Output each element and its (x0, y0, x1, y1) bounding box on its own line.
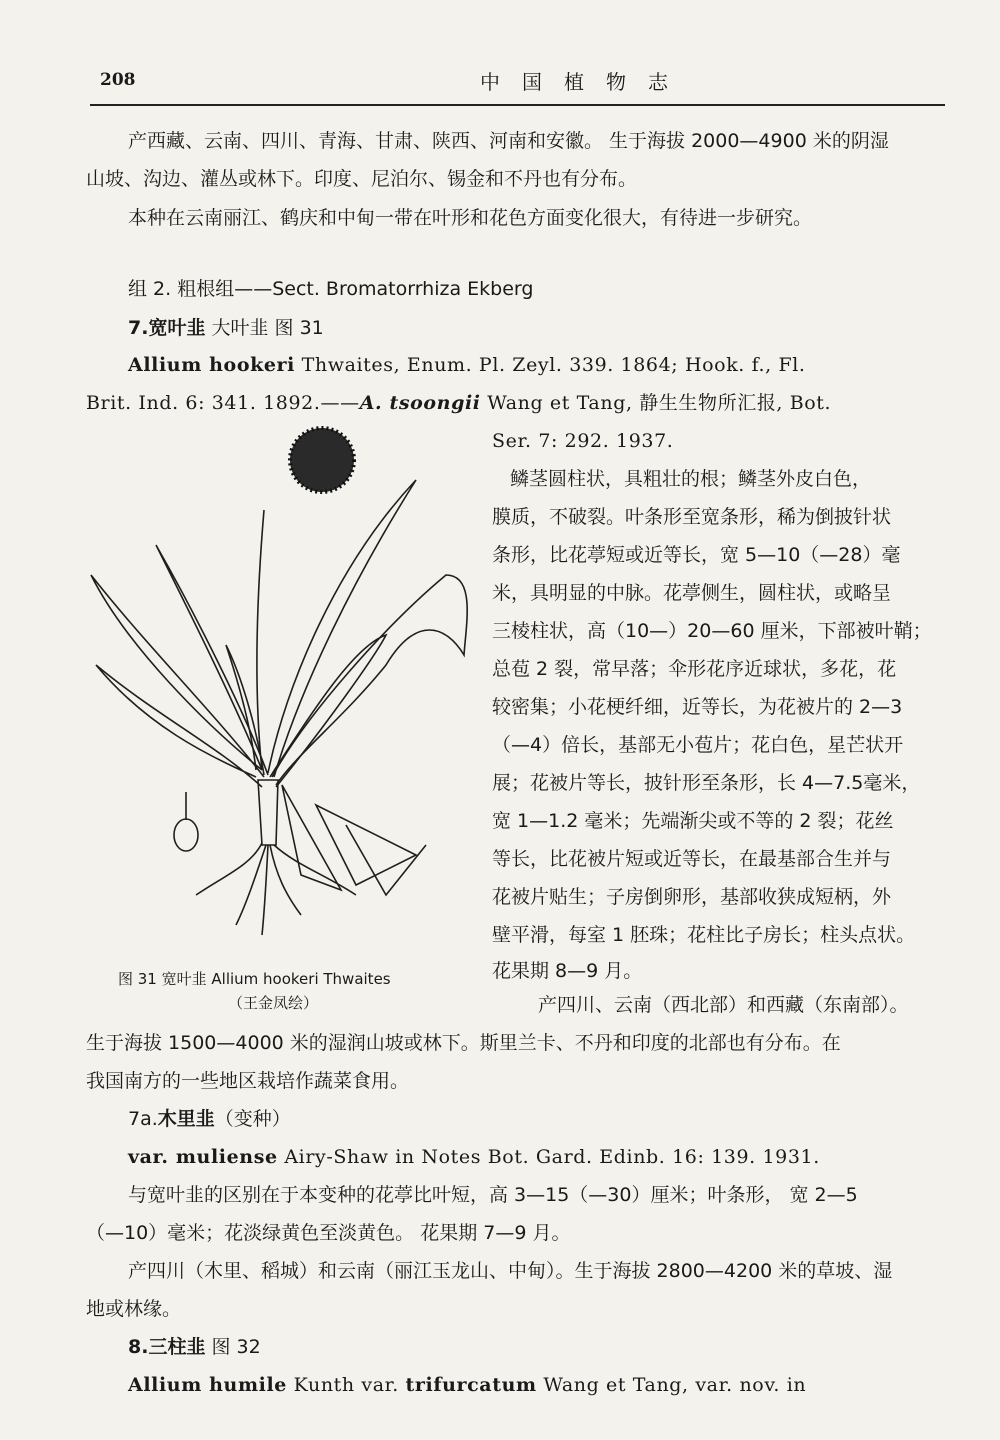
description-line: 膜质，不破裂。叶条形至宽条形，稀为倒披针状 (492, 506, 892, 528)
section-heading: 组 2. 粗根组——Sect. Bromatorrhiza Ekberg (128, 278, 534, 300)
description-line: 等长，比花被片短或近等长，在最基部合生并与 (492, 848, 892, 870)
description-line: 米，具明显的中脉。花葶侧生，圆柱状，或略呈 (492, 582, 892, 604)
variety-number: 7a. (128, 1108, 158, 1130)
variety-epithet: trifurcatum (405, 1374, 537, 1396)
species-alias: 大叶韭 图 31 (205, 317, 324, 339)
scientific-name: Allium humile (128, 1374, 287, 1396)
variety-name: 木里韭 (157, 1108, 215, 1130)
variety-heading (128, 1106, 942, 1132)
page-header (100, 66, 940, 100)
distribution-line: 我国南方的一些地区栽培作蔬菜食用。 (86, 1070, 410, 1092)
description-line: 条形，比花葶短或近等长，宽 5—10（—28）毫 (492, 544, 901, 566)
bulb (258, 780, 278, 845)
species-heading (128, 315, 942, 341)
description-line: 壁平滑，每室 1 胚珠；花柱比子房长；柱头点状。 (492, 924, 916, 946)
floret (174, 819, 198, 851)
header-rule (90, 104, 945, 106)
species-number: 8. (128, 1336, 149, 1358)
species-name: 宽叶韭 (148, 317, 206, 339)
description-line: 较密集；小花梗纤细，近等长，为花被片的 2—3 (492, 696, 903, 718)
description-line: （—4）倍长，基部无小苞片；花白色，星芒状开 (492, 734, 904, 756)
citation-text: Airy-Shaw in Notes Bot. Gard. Edinb. 16: 139. 1931. (277, 1146, 820, 1168)
description-line: 总苞 2 裂，常早落；伞形花序近球状，多花，花 (492, 658, 897, 680)
citation-text: Wang et Tang, 静生生物所汇报, Bot. (480, 392, 832, 414)
description-line: 与宽叶韭的区别在于本变种的花葶比叶短，高 3—15（—30）厘米；叶条形， 宽 2—5 (128, 1184, 858, 1206)
plant-illustration (86, 425, 486, 970)
description-line: （—10）毫米；花淡绿黄色至淡黄色。 花果期 7—9 月。 (86, 1222, 571, 1244)
species-number: 7. (128, 317, 149, 339)
distribution-line: 产四川、云南（西北部）和西藏（东南部）。 (538, 994, 909, 1016)
description-line: 鳞茎圆柱状，具粗壮的根；鳞茎外皮白色， (510, 468, 872, 490)
variety-scientific-name: var. muliense (128, 1146, 278, 1168)
figure-credit: （王金凤绘） (228, 994, 319, 1012)
distribution-line: 产四川（木里、稻城）和云南（丽江玉龙山、中甸）。生于海拔 2800—4200 米的草坡、湿 (128, 1260, 893, 1282)
citation-text: Wang et Tang, var. nov. in (536, 1374, 807, 1396)
citation-text: Thwaites, Enum. Pl. Zeyl. 339. 1864; Hook. f., Fl. (294, 354, 806, 376)
citation-line (128, 1144, 942, 1170)
text-line: 产西藏、云南、四川、青海、甘肃、陕西、河南和安徽。 生于海拔 2000—4900 米的阴湿 (128, 130, 889, 152)
figure-caption: 图 31 宽叶韭 Allium hookeri Thwaites (118, 970, 391, 988)
citation-text: Brit. Ind. 6: 341. 1892.—— (86, 392, 360, 414)
description-line: 花果期 8—9 月。 (492, 960, 643, 982)
citation-line (86, 390, 942, 416)
roots (196, 843, 356, 935)
flower-stalk (257, 510, 264, 770)
citation-text: Kunth var. (286, 1374, 406, 1396)
description-line: 花被片贴生；子房倒卵形，基部收狭成短柄，外 (492, 886, 892, 908)
page-number: 208 (100, 70, 136, 90)
running-title: 中国植物志 (480, 70, 690, 94)
citation-line (128, 1372, 942, 1398)
species-heading (128, 1334, 942, 1360)
variety-label: （变种） (214, 1108, 291, 1130)
description-line: 三棱柱状，高（10—）20—60 厘米，下部被叶鞘； (492, 620, 932, 642)
scientific-name: Allium hookeri (128, 354, 295, 376)
synonym-name: A. tsoongii (359, 392, 481, 414)
distribution-line: 生于海拔 1500—4000 米的湿润山坡或林下。斯里兰卡、不丹和印度的北部也有分布。在 (86, 1032, 841, 1054)
text-line: 山坡、沟边、灌丛或林下。印度、尼泊尔、锡金和不丹也有分布。 (86, 168, 638, 190)
citation-line: Ser. 7: 292. 1937. (492, 430, 674, 452)
species-name: 三柱韭 (148, 1336, 206, 1358)
distribution-line: 地或林缘。 (86, 1298, 182, 1320)
description-line: 宽 1—1.2 毫米；先端渐尖或不等的 2 裂；花丝 (492, 810, 894, 832)
text-line: 本种在云南丽江、鹤庆和中甸一带在叶形和花色方面变化很大，有待进一步研究。 (128, 207, 813, 229)
figure-reference: 图 32 (205, 1336, 261, 1358)
citation-line (128, 352, 942, 378)
description-line: 展；花被片等长，披针形至条形，长 4—7.5毫米， (492, 772, 921, 794)
